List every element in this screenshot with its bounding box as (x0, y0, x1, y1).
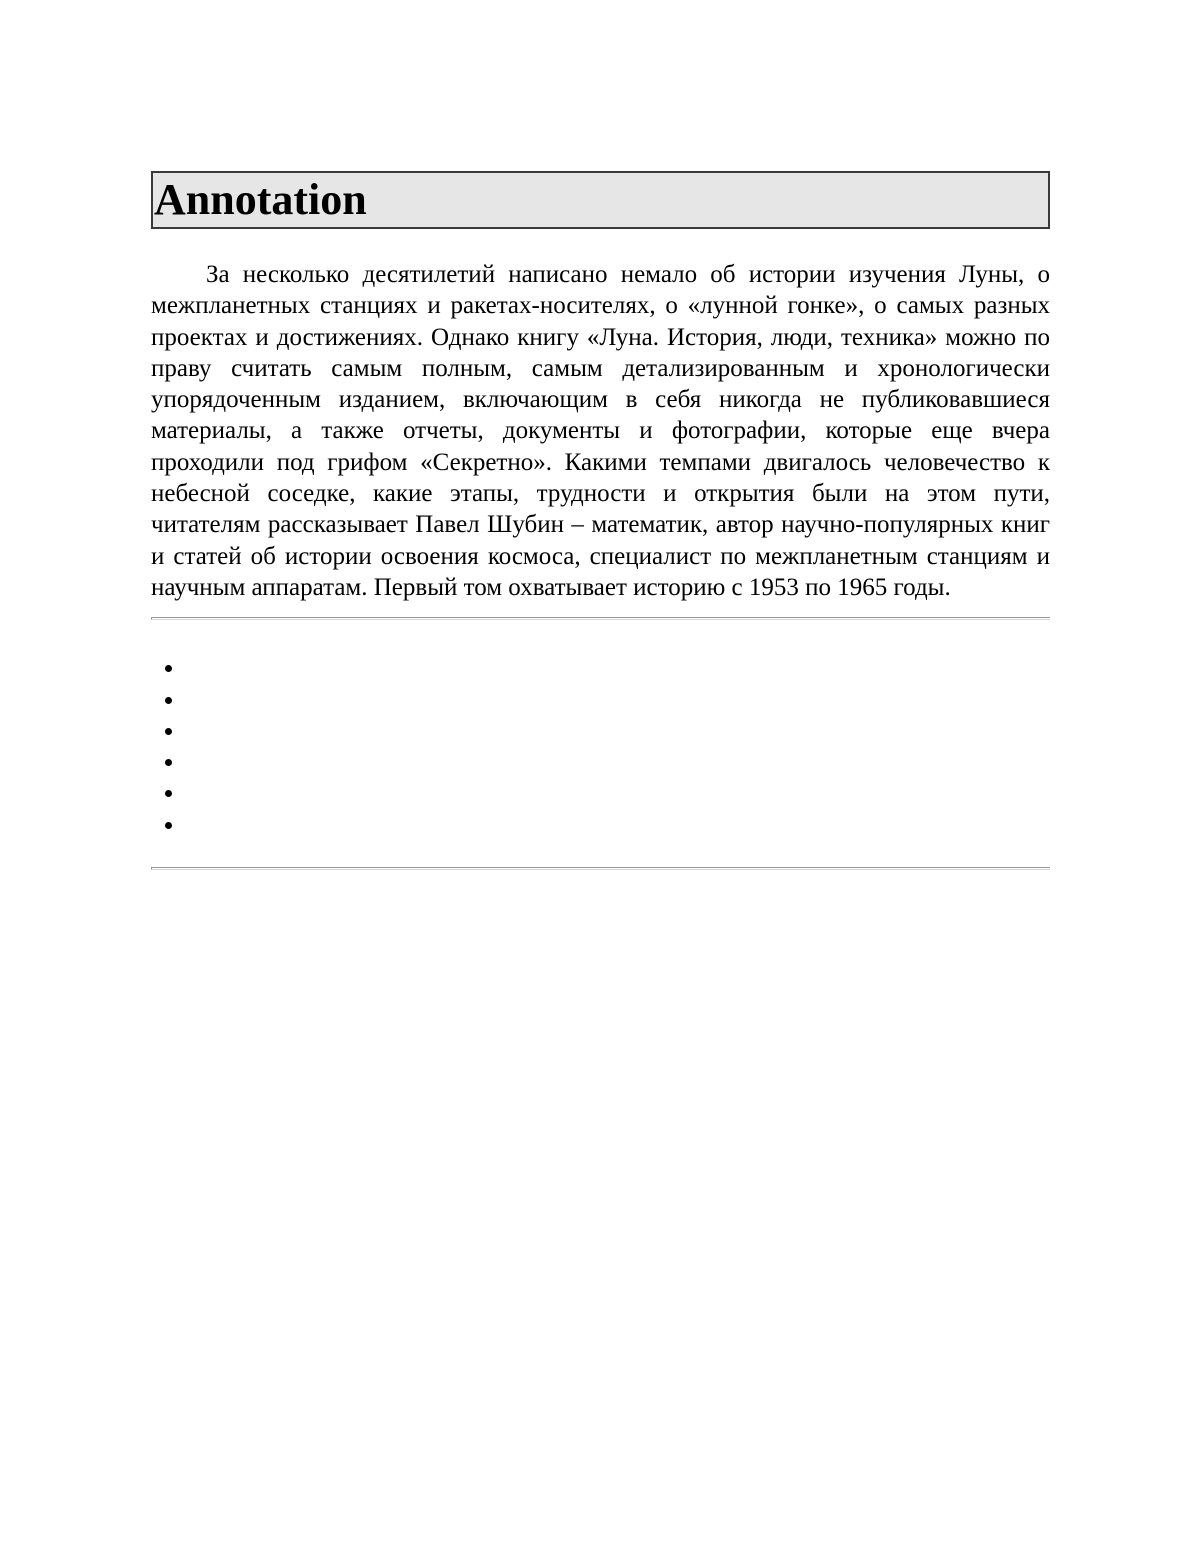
annotation-heading-box (151, 171, 1050, 229)
list-item (186, 653, 1050, 684)
list-item (186, 685, 1050, 716)
annotation-paragraph: За несколько десятилетий написано немало об истории изучения Луны, о межпланетных станциях и ракетах-носителях, о «лунной гонке», о самых разных проектах и достижениях. Однако книгу «Луна. История, люди, техника» можно по праву считать самым полным, самым детализированным и хронологически упорядоченным изданием, включающим в себя никогда не публиковавшиеся материалы, а также отчеты, документы и фотографии, которые еще вчера проходили под грифом «Секретно». Какими темпами двигалось человечество к небесной соседке, какие этапы, трудности и открытия были на этом пути, читателям рассказывает Павел Шубин – математик, автор научно-популярных книг и статей об истории освоения космоса, специалист по межпланетным станциям и научным аппаратам. Первый том охватывает историю с 1953 по 1965 годы. (151, 261, 1050, 601)
list-item (186, 778, 1050, 809)
horizontal-divider-bottom (151, 867, 1050, 870)
annotation-heading: Annotation (154, 175, 367, 224)
list-item (186, 810, 1050, 841)
document-page (151, 171, 1050, 870)
horizontal-divider-top (151, 617, 1050, 620)
list-item (186, 747, 1050, 778)
list-item (186, 716, 1050, 747)
empty-bullet-list (151, 653, 1050, 841)
